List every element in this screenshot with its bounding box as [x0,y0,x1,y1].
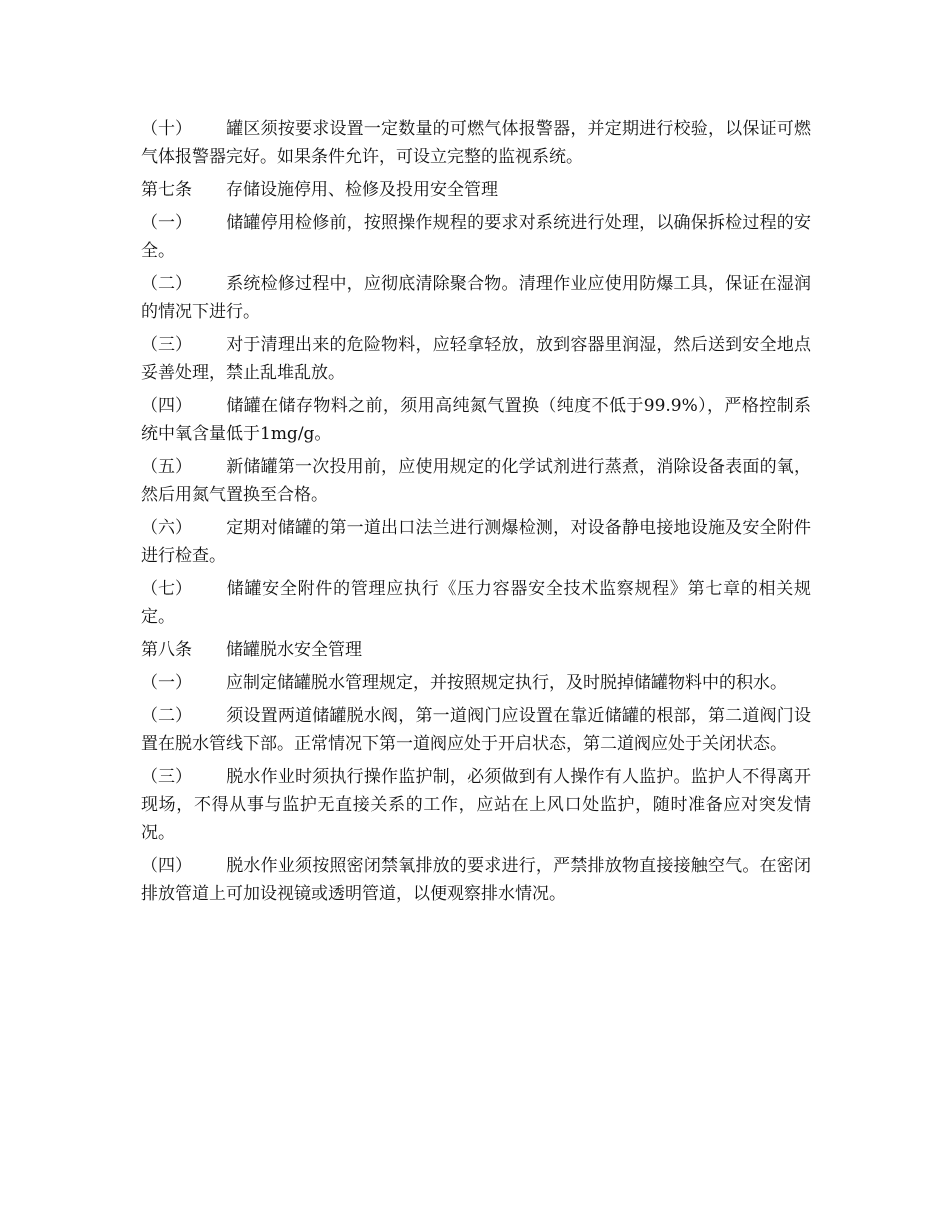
article-8-clause-2 [141,702,811,758]
clause-text: 定期对储罐的第一道出口法兰进行测爆检测，对设备静电接地设施及安全附件进行检查。 [141,518,811,566]
article-8-heading [141,636,811,664]
clause-number: （四） [141,856,192,876]
clause-number: （一） [141,213,192,233]
article-title: 储罐脱水安全管理 [226,640,362,660]
article-7-heading [141,176,811,204]
clause-number: （二） [141,706,192,726]
article-8-clause-3 [141,763,811,847]
clause-text: 须设置两道储罐脱水阀，第一道阀门应设置在靠近储罐的根部，第二道阀门设置在脱水管线下部。正常情况下第一道阀应处于开启状态，第二道阀应处于关闭状态。 [141,706,811,754]
article-7-clause-2 [141,270,811,326]
clause-text: 罐区须按要求设置一定数量的可燃气体报警器，并定期进行校验，以保证可燃气体报警器完好。如果条件允许，可设立完整的监视系统。 [141,119,811,167]
clause-number: （三） [141,335,192,355]
clause-number: （十） [141,119,192,139]
clause-text: 脱水作业须按照密闭禁氧排放的要求进行，严禁排放物直接接触空气。在密闭排放管道上可加设视镜或透明管道，以便观察排水情况。 [141,856,811,904]
clause-number: （五） [141,457,192,477]
clause-10-paragraph [141,115,811,171]
article-7-clause-7 [141,575,811,631]
article-7-clause-1 [141,209,811,265]
article-number: 第七条 [141,180,192,200]
article-7-clause-5 [141,453,811,509]
clause-text: 新储罐第一次投用前，应使用规定的化学试剂进行蒸煮，消除设备表面的氧，然后用氮气置换至合格。 [141,457,811,505]
clause-number: （七） [141,579,192,599]
article-7-clause-4 [141,392,811,448]
article-7-clause-6 [141,514,811,570]
clause-text: 系统检修过程中，应彻底清除聚合物。清理作业应使用防爆工具，保证在湿润的情况下进行。 [141,274,811,322]
clause-text: 储罐安全附件的管理应执行《压力容器安全技术监察规程》第七章的相关规定。 [141,579,811,627]
clause-text: 应制定储罐脱水管理规定，并按照规定执行，及时脱掉储罐物料中的积水。 [226,673,787,693]
clause-text: 脱水作业时须执行操作监护制，必须做到有人操作有人监护。监护人不得离开现场，不得从事与监护无直接关系的工作，应站在上风口处监护，随时准备应对突发情况。 [141,767,811,843]
clause-number: （四） [141,396,192,416]
article-8-clause-4 [141,852,811,908]
clause-number: （一） [141,673,192,693]
clause-text: 储罐在储存物料之前，须用高纯氮气置换（纯度不低于99.9%），严格控制系统中氧含量低于1mg/g。 [141,396,811,444]
article-7-clause-3 [141,331,811,387]
clause-number: （二） [141,274,192,294]
clause-number: （六） [141,518,192,538]
clause-text: 对于清理出来的危险物料，应轻拿轻放，放到容器里润湿，然后送到安全地点妥善处理，禁止乱堆乱放。 [141,335,811,383]
clause-number: （三） [141,767,192,787]
clause-text: 储罐停用检修前，按照操作规程的要求对系统进行处理，以确保拆检过程的安全。 [141,213,811,261]
document-body [141,115,811,913]
article-number: 第八条 [141,640,192,660]
article-title: 存储设施停用、检修及投用安全管理 [226,180,498,200]
article-8-clause-1 [141,669,811,697]
